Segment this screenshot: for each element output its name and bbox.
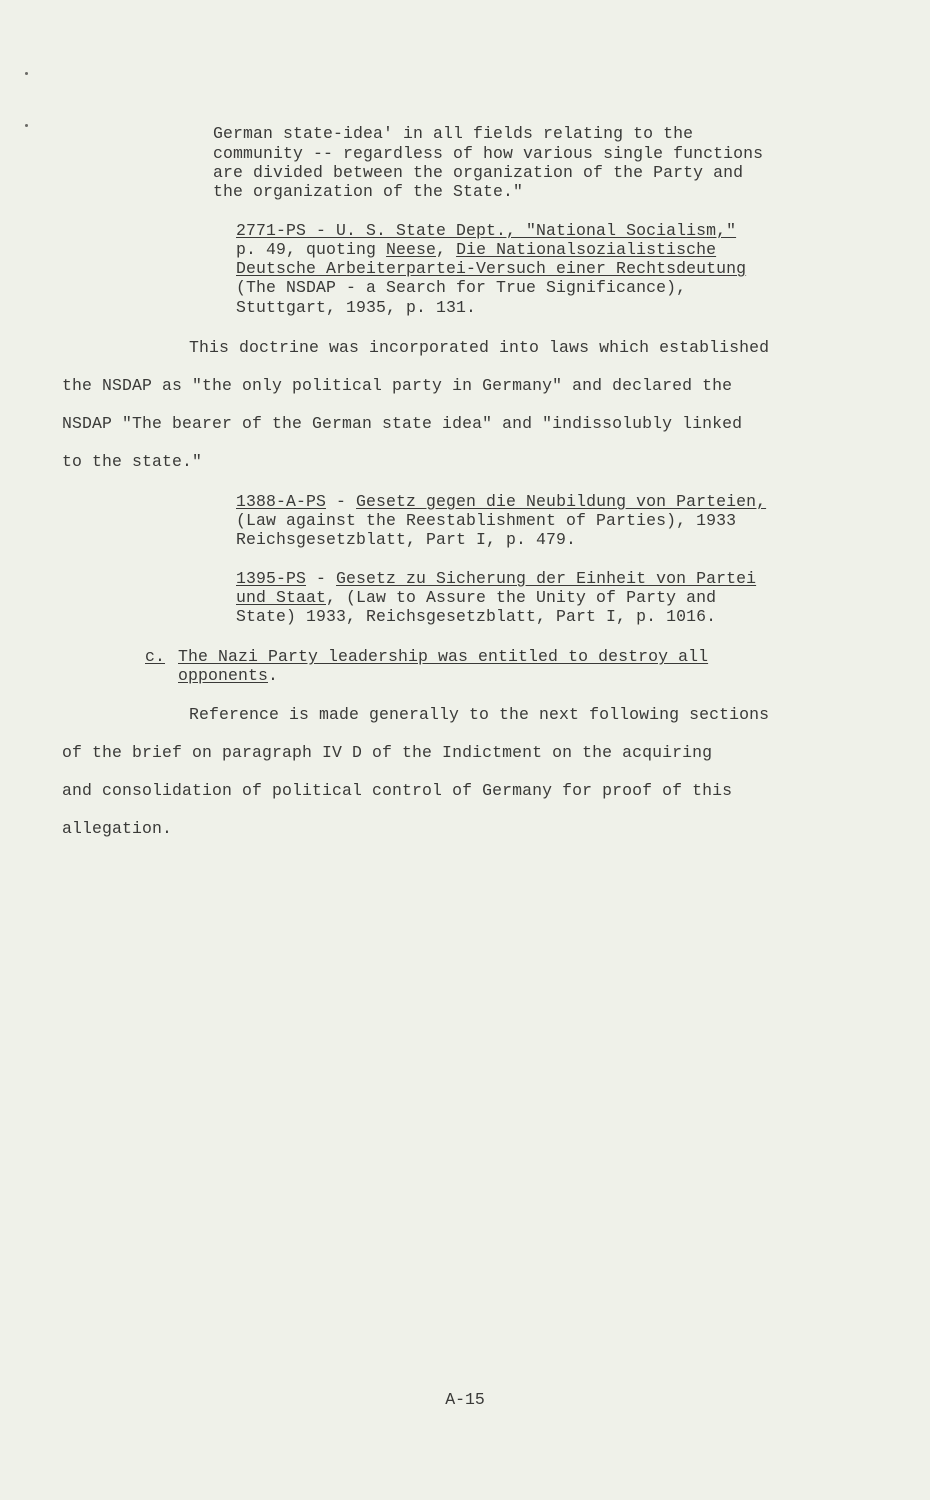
paragraph-line: This doctrine was incorporated into laws which established: [189, 338, 770, 357]
citation-line: [236, 492, 766, 511]
citation-line: [236, 221, 736, 240]
quote-line: German state-idea' in all fields relating to the: [213, 124, 694, 143]
citation-line: (The NSDAP - a Search for True Significance),: [236, 278, 687, 297]
quote-line: the organization of the State.": [213, 182, 524, 201]
citation-line: [236, 240, 716, 259]
section-heading-line: The Nazi Party leadership was entitled to destroy all: [178, 647, 709, 666]
citation-title: Deutsche Arbeiterpartei-Versuch einer Rechtsdeutung: [236, 259, 747, 278]
citation-title: und Staat: [236, 588, 327, 607]
quote-line: are divided between the organization of the Party and: [213, 163, 744, 182]
citation-line: [236, 569, 756, 588]
quote-line: community -- regardless of how various single functions: [213, 144, 764, 163]
citation-author: Neese: [386, 240, 437, 259]
margin-dot: [25, 72, 28, 75]
paragraph-line: NSDAP "The bearer of the German state idea" and "indissolubly linked: [62, 414, 743, 433]
citation-line: Reichsgesetzblatt, Part I, p. 479.: [236, 530, 577, 549]
citation-title: Die Nationalsozialistische: [456, 240, 717, 259]
paragraph-line: the NSDAP as "the only political party in Germany" and declared the: [62, 376, 733, 395]
paragraph-line: to the state.": [62, 452, 203, 471]
citation-title: Gesetz gegen die Neubildung von Parteien,: [356, 492, 767, 511]
citation-text: p. 49, quoting: [236, 240, 387, 259]
paragraph-line: and consolidation of political control of Germany for proof of this: [62, 781, 733, 800]
citation-text: ,: [436, 240, 457, 259]
citation-line: Stuttgart, 1935, p. 131.: [236, 298, 477, 317]
section-heading-line: [178, 666, 278, 685]
paragraph-line: Reference is made generally to the next following sections: [189, 705, 770, 724]
citation-ref: 1388-A-PS: [236, 492, 327, 511]
section-label: c.: [145, 647, 166, 666]
citation-line: (Law against the Reestablishment of Parties), 1933: [236, 511, 737, 530]
citation-text: -: [326, 492, 357, 511]
citation-line: [236, 588, 716, 607]
citation-line: State) 1933, Reichsgesetzblatt, Part I, p. 1016.: [236, 607, 717, 626]
section-heading-text: opponents: [178, 666, 269, 685]
paragraph-line: allegation.: [62, 819, 173, 838]
citation-text: -: [306, 569, 337, 588]
citation-ref: 1395-PS: [236, 569, 307, 588]
citation-text: - U. S. State Dept., "National Socialism,": [306, 221, 737, 240]
paragraph-line: of the brief on paragraph IV D of the Indictment on the acquiring: [62, 743, 713, 762]
section-heading-text: .: [268, 666, 279, 685]
margin-dot: [25, 124, 28, 127]
citation-text: , (Law to Assure the Unity of Party and: [326, 588, 717, 607]
citation-title: Gesetz zu Sicherung der Einheit von Partei: [336, 569, 757, 588]
citation-ref: 2771-PS: [236, 221, 307, 240]
page-number: A-15: [445, 1390, 485, 1409]
